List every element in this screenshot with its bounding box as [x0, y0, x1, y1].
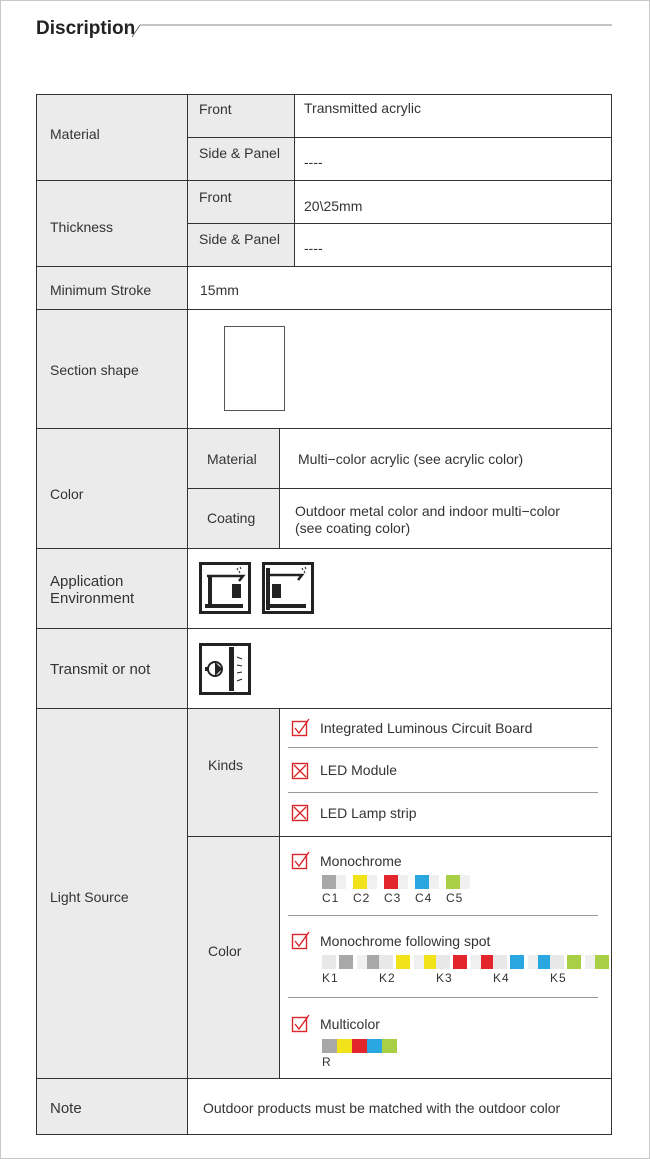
swatch-code: C5: [446, 891, 464, 905]
color-option-label: Monochrome following spot: [320, 933, 491, 949]
table-line: [36, 708, 612, 709]
table-line: [187, 836, 612, 837]
color-option-label: Multicolor: [320, 1016, 380, 1032]
color-swatch: [367, 1039, 382, 1053]
swatch-code: C3: [384, 891, 402, 905]
thickness-front-label: Front: [199, 189, 232, 205]
crossed-box-icon: [290, 803, 310, 823]
table-line: [187, 137, 612, 138]
table-line: [294, 94, 295, 267]
table-line: [36, 94, 612, 95]
swatch-code: K2: [379, 971, 396, 985]
color-coating-value: Outdoor metal color and indoor multi−color (see coating color): [295, 503, 560, 536]
thickness-side-label: Side & Panel: [199, 231, 280, 247]
color-swatch: [367, 875, 377, 889]
color-swatch: [453, 955, 467, 969]
table-line: [36, 1134, 612, 1135]
swatch-code: C1: [322, 891, 340, 905]
table-line: [187, 94, 188, 1135]
color-swatch: [414, 955, 424, 969]
kinds-separator: [288, 747, 598, 748]
swatch-code: K5: [550, 971, 567, 985]
color-swatch: [398, 875, 408, 889]
table-line: [187, 488, 612, 489]
indoor-environment-icon: [262, 562, 314, 614]
table-line: [36, 428, 612, 429]
color-swatch: [493, 955, 507, 969]
checked-box-icon: [290, 851, 310, 871]
thickness-front-value: 20\25mm: [304, 198, 363, 214]
swatch-code: K4: [493, 971, 510, 985]
row-label-thickness: Thickness: [50, 219, 114, 235]
table-line: [36, 1078, 612, 1079]
table-line: [36, 309, 612, 310]
table-line: [36, 628, 612, 629]
crossed-box-icon: [290, 761, 310, 781]
row-label-note: Note: [50, 1100, 82, 1117]
color-swatch: [567, 955, 581, 969]
color-swatch: [528, 955, 538, 969]
page-title: Discription: [36, 18, 136, 39]
title-rule: [132, 24, 612, 38]
color-swatch: [382, 1039, 397, 1053]
row-label-application-environment: Application Environment: [50, 573, 135, 607]
color-swatch: [384, 875, 398, 889]
note-value: Outdoor products must be matched with the outdoor color: [203, 1100, 561, 1116]
swatch-code: C2: [353, 891, 371, 905]
outdoor-environment-icon: [199, 562, 251, 614]
color-swatch: [550, 955, 564, 969]
color-swatch: [460, 875, 470, 889]
color-swatch: [446, 875, 460, 889]
swatch-code: K3: [436, 971, 453, 985]
color-option-label: Monochrome: [320, 853, 402, 869]
kind-option-label: LED Lamp strip: [320, 805, 417, 821]
color-swatch: [510, 955, 524, 969]
checked-box-icon: [290, 718, 310, 738]
table-line: [611, 94, 612, 1135]
table-line: [36, 266, 612, 267]
material-front-label: Front: [199, 101, 232, 117]
color-swatch: [357, 955, 367, 969]
color-swatch: [436, 955, 450, 969]
color-separator: [288, 997, 598, 998]
color-swatch: [396, 955, 410, 969]
row-label-color: Color: [50, 486, 84, 502]
swatch-code: R: [322, 1055, 332, 1069]
color-coating-label: Coating: [207, 510, 256, 526]
color-swatch: [322, 875, 336, 889]
color-swatch: [339, 955, 353, 969]
thickness-side-value: ----: [304, 240, 323, 256]
kind-option-label: LED Module: [320, 762, 398, 778]
color-separator: [288, 915, 598, 916]
table-line: [36, 548, 612, 549]
color-swatch: [353, 875, 367, 889]
color-swatch: [379, 955, 393, 969]
color-swatch: [322, 955, 336, 969]
checked-box-icon: [290, 931, 310, 951]
color-swatch: [585, 955, 595, 969]
row-label-min-stroke: Minimum Stroke: [50, 282, 152, 298]
section-shape-rectangle: [224, 326, 285, 411]
kinds-separator: [288, 792, 598, 793]
checked-box-icon: [290, 1014, 310, 1034]
color-swatch: [322, 1039, 337, 1053]
color-swatch: [471, 955, 481, 969]
material-side-value: ----: [304, 154, 323, 170]
material-side-label: Side & Panel: [199, 145, 280, 161]
material-front-value: Transmitted acrylic: [304, 100, 421, 116]
light-color-label: Color: [208, 943, 242, 959]
kinds-label: Kinds: [208, 757, 244, 773]
row-label-material: Material: [50, 126, 100, 142]
color-swatch: [336, 875, 346, 889]
kind-option-label: Integrated Luminous Circuit Board: [320, 720, 533, 736]
table-line: [279, 428, 280, 548]
label-bg-material: [37, 95, 187, 267]
swatch-code: K1: [322, 971, 339, 985]
row-label-light-source: Light Source: [50, 889, 129, 905]
swatch-code: C4: [415, 891, 433, 905]
min-stroke-value: 15mm: [200, 282, 239, 298]
color-swatch: [595, 955, 609, 969]
color-material-label: Material: [207, 451, 257, 467]
color-material-value: Multi−color acrylic (see acrylic color): [298, 451, 524, 467]
color-swatch: [415, 875, 429, 889]
color-swatch: [429, 875, 439, 889]
table-line: [36, 180, 612, 181]
table-line: [279, 708, 280, 1078]
color-swatch: [352, 1039, 367, 1053]
row-label-section-shape: Section shape: [50, 362, 139, 378]
light-transmit-icon: [199, 643, 251, 695]
color-swatch: [337, 1039, 352, 1053]
row-label-transmit: Transmit or not: [50, 661, 151, 678]
table-line: [187, 223, 612, 224]
table-line: [36, 94, 37, 1135]
